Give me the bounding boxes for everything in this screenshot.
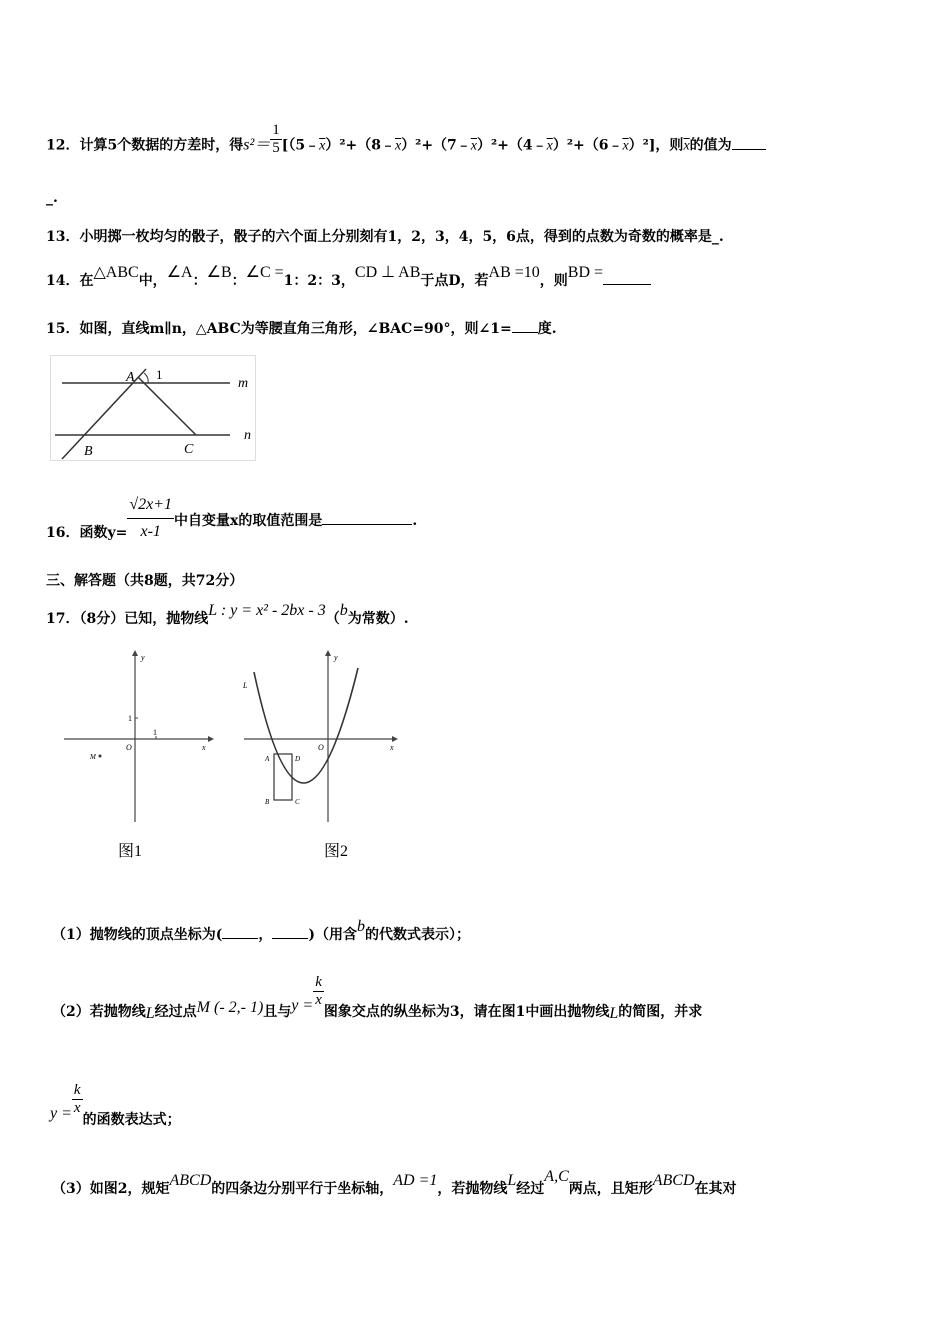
fig1-point-m	[99, 755, 102, 758]
question-16	[46, 496, 417, 541]
q12-xbar-5: $\overline{x}$	[622, 138, 629, 154]
p2b-y-eq: y =	[50, 1104, 72, 1122]
q17-figure-2	[234, 642, 434, 862]
q17-part-2	[52, 974, 703, 1022]
question-14	[46, 264, 651, 290]
q15-angle-1-arc	[144, 373, 148, 383]
p1-comma: ，	[258, 927, 273, 943]
q12-continuation: _.	[46, 190, 58, 206]
fig1-caption: 图1	[118, 843, 143, 860]
q12-xbar-6: $\overline{x}$	[683, 138, 690, 154]
p1-suffix: )（用含	[308, 927, 357, 943]
q12-term5: ）²+（6﹣	[552, 137, 623, 154]
question-12	[46, 122, 766, 163]
q16-answer-blank	[322, 512, 412, 525]
p2-y-eq: y =	[291, 996, 314, 1014]
q15-label-m: m	[238, 376, 249, 391]
p2-l2: L	[609, 1004, 619, 1022]
q17-part-3	[52, 1168, 737, 1198]
q14-answer-blank	[603, 272, 651, 285]
fig1-label-m: M	[90, 753, 96, 761]
p2-end: 的简图，并求	[618, 1003, 703, 1020]
fig1-label-x: x	[202, 743, 206, 752]
q14-prefix: 14．在	[46, 273, 94, 289]
p3-mid4: 两点，且矩形	[568, 1181, 653, 1197]
q16-end: .	[412, 512, 418, 529]
q16-fraction	[127, 496, 174, 541]
q12-term2: ）²+（8﹣	[325, 137, 395, 154]
fig1-y-arrow	[132, 650, 138, 656]
p2-k: k	[315, 974, 322, 990]
q12-term6: ）²]，则	[628, 137, 684, 154]
fig2-caption: 图2	[324, 843, 349, 860]
question-13: 13．小明掷一枚均匀的骰子，骰子的六个面上分别刻有1，2，3，4，5，6点，得到的点数为奇数的概率是_.	[46, 229, 724, 245]
q14-perp: CD ⊥ AB	[354, 264, 421, 281]
q15-label-c: C	[184, 442, 194, 457]
p2b-k: k	[73, 1082, 81, 1098]
p2-prefix: （2）若抛物线	[52, 1003, 146, 1020]
q14-angle-a: ∠A	[166, 264, 193, 281]
p2-point-m: M (- 2,- 1)	[196, 998, 264, 1016]
q16-numerator: √2x+1	[127, 496, 174, 519]
q14-mid3: ，则	[539, 273, 568, 289]
q17-suffix: 为常数）.	[347, 611, 409, 627]
q17-b: b	[339, 602, 348, 619]
q17-figure-1	[46, 642, 226, 862]
q12-prefix: 12．计算5个数据的方差时，得	[46, 137, 244, 154]
p2-l: L	[145, 1004, 155, 1022]
q12-frac-num: 1	[272, 122, 280, 138]
q14-triangle: △ABC	[93, 264, 139, 281]
section-3-title: 三、解答题（共8题，共72分）	[46, 573, 244, 589]
fig2-label-y: y	[334, 653, 338, 662]
fig2-rectangle-abcd	[274, 754, 292, 800]
q17-prefix: 17．（8分）已知，抛物线	[46, 611, 209, 627]
p2b-fraction	[72, 1082, 83, 1117]
q15-figure	[50, 355, 260, 465]
q12-xbar-3: $\overline{x}$	[470, 138, 478, 154]
fig1-label-o: O	[126, 743, 132, 752]
p3-abcd: ABCD	[169, 1172, 212, 1189]
q14-ratio: 1：2：3，	[283, 273, 355, 289]
q15-label-a: A	[126, 370, 135, 385]
q15-side-ac	[138, 377, 196, 435]
p3-mid3: 经过	[516, 1181, 545, 1197]
p3-mid2: ，若抛物线	[437, 1181, 508, 1197]
p2-mid: 经过点	[154, 1003, 197, 1020]
p3-abcd2: ABCD	[652, 1172, 695, 1189]
p1-blank-y	[272, 926, 308, 939]
q16-suffix: 中自变量x的取值范围是	[174, 512, 323, 529]
q12-s2: s²＝	[243, 136, 271, 154]
fig1-label-y: y	[141, 653, 145, 662]
q14-ab: AB =10	[488, 264, 540, 281]
q17-part-2-cont	[50, 1082, 181, 1128]
fig2-label-c: C	[295, 798, 300, 806]
q15-text: 15．如图，直线m∥n，△ABC为等腰直角三角形，∠BAC=90°，则∠1=	[46, 321, 512, 337]
question-17	[46, 602, 409, 628]
fig1-x-arrow	[208, 736, 214, 742]
question-15	[46, 318, 557, 338]
q12-term1: [（5﹣	[281, 137, 320, 154]
q14-angle-c: ∠C =	[245, 264, 284, 281]
fig2-label-a: A	[265, 755, 270, 763]
q12-xbar-2: $\overline{x}$	[394, 138, 402, 154]
p3-end: 在其对	[694, 1181, 737, 1197]
p2-x: x	[315, 992, 322, 1008]
q16-denominator: x-1	[140, 523, 161, 540]
p2b-suffix: 的函数表达式；	[82, 1111, 181, 1128]
q14-angle-b: ∠B	[206, 264, 232, 281]
p2b-x: x	[73, 1100, 81, 1116]
p1-prefix: （1）抛物线的顶点坐标为(	[52, 927, 223, 943]
q12-frac-den: 5	[272, 140, 280, 156]
q14-sep1: ：	[192, 273, 207, 289]
p1-blank-x	[222, 926, 258, 939]
fig2-label-b: B	[265, 798, 270, 806]
q15-label-n: n	[244, 428, 251, 443]
p3-ac: A,C	[544, 1168, 569, 1185]
fig2-y-arrow	[325, 650, 331, 656]
q15-figure-border	[51, 356, 256, 461]
p2-fraction	[313, 974, 324, 1009]
p3-prefix: （3）如图2，规矩	[52, 1181, 170, 1197]
q15-label-b: B	[84, 444, 93, 459]
fig1-label-1x: 1	[153, 728, 157, 737]
q14-bd: BD =	[567, 264, 604, 281]
fig2-label-x: x	[390, 743, 394, 752]
q12-xbar-4: $\overline{x}$	[546, 138, 553, 154]
q14-mid1: 中，	[138, 273, 167, 289]
q15-suffix: 度.	[537, 321, 557, 337]
p3-ad: AD =1	[393, 1172, 438, 1189]
fig2-parabola-l	[254, 668, 358, 783]
q14-sep2: ：	[231, 273, 246, 289]
q17-formula: L : y = x² - 2bx - 3	[208, 602, 326, 619]
p1-b: b	[357, 918, 365, 935]
p3-l: L	[507, 1172, 517, 1189]
q14-mid2: 于点D，若	[420, 273, 489, 289]
fig2-x-arrow	[392, 736, 398, 742]
q12-xbar-1: $\overline{x}$	[319, 138, 326, 154]
q12-fraction	[270, 122, 282, 157]
q12-term3: ）²+（7﹣	[401, 137, 471, 154]
fig2-label-l: L	[243, 681, 248, 690]
p2-mid3: 图象交点的纵坐标为3，请在图1中画出抛物线	[323, 1003, 610, 1020]
q15-label-1: 1	[156, 367, 163, 382]
fig2-label-o: O	[318, 743, 324, 752]
q15-answer-blank	[512, 320, 538, 333]
q17-mid: （	[325, 611, 340, 627]
p1-end: 的代数式表示）；	[365, 927, 470, 943]
fig2-label-d: D	[295, 755, 301, 763]
p3-mid: 的四条边分别平行于坐标轴，	[211, 1181, 394, 1197]
fig1-label-1y: 1	[128, 714, 132, 723]
q17-part-1	[52, 918, 470, 944]
q12-answer-blank	[732, 137, 766, 150]
q12-term4: ）²+（4﹣	[477, 137, 547, 154]
q16-prefix: 16．函数y=	[46, 524, 128, 541]
p2-mid2: 且与	[263, 1003, 292, 1020]
q12-suffix: 的值为	[689, 137, 732, 154]
